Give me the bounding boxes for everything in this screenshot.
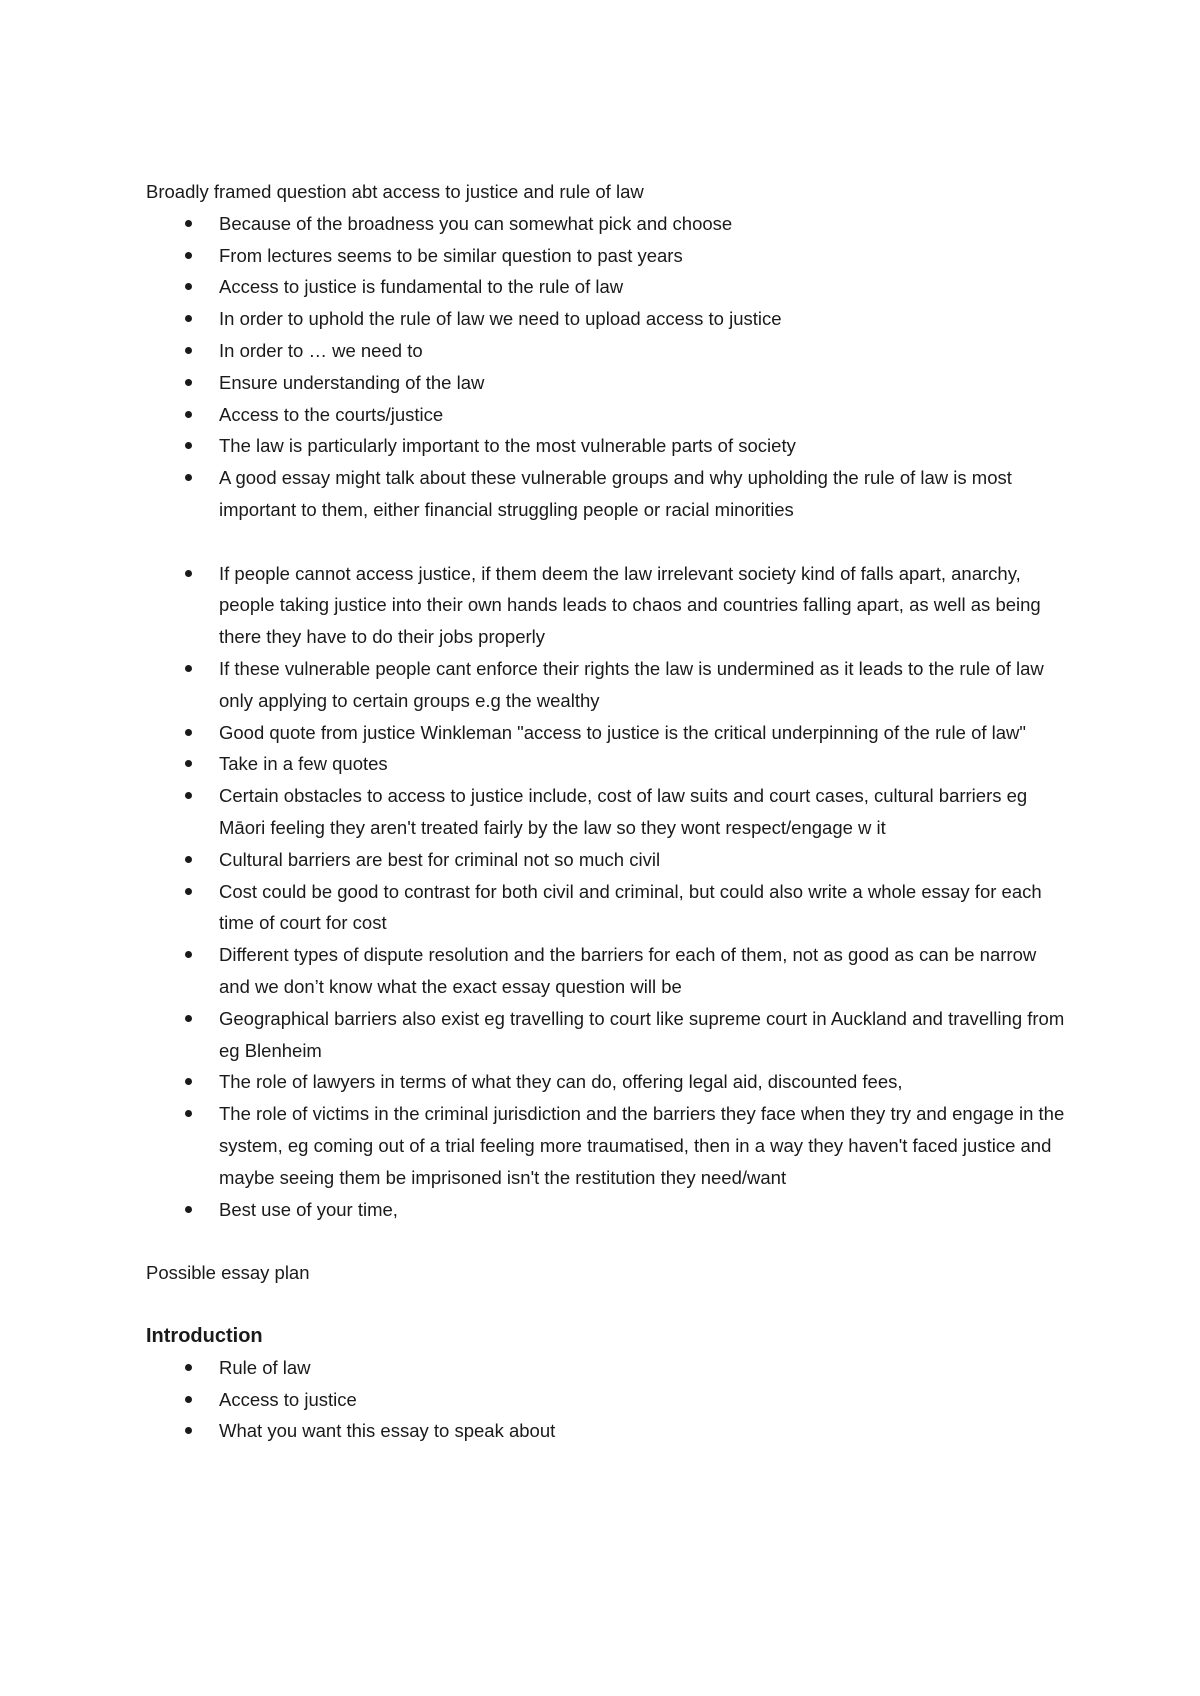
bullet-list-group-2 xyxy=(146,558,1066,1226)
list-item: Best use of your time, xyxy=(146,1194,1066,1226)
list-item: The law is particularly important to the most vulnerable parts of society xyxy=(146,430,1066,462)
list-item: Different types of dispute resolution and the barriers for each of them, not as good as can be narrow and we don’t know what the exact essay question will be xyxy=(146,939,1066,1003)
list-item: What you want this essay to speak about xyxy=(146,1415,1066,1447)
list-item: Cultural barriers are best for criminal not so much civil xyxy=(146,844,1066,876)
introduction-heading: Introduction xyxy=(146,1324,263,1347)
list-item: From lectures seems to be similar question to past years xyxy=(146,240,1066,272)
list-item: Certain obstacles to access to justice include, cost of law suits and court cases, cultural barriers eg Māori feeling they aren't treated fairly by the law so they wont respect/engage w it xyxy=(146,780,1066,844)
list-item: Rule of law xyxy=(146,1352,1066,1384)
list-item: Access to the courts/justice xyxy=(146,399,1066,431)
document-body xyxy=(146,176,1066,1447)
list-item: A good essay might talk about these vulnerable groups and why upholding the rule of law is most important to them, either financial struggling people or racial minorities xyxy=(146,462,1066,526)
list-item: Access to justice is fundamental to the rule of law xyxy=(146,271,1066,303)
list-item: Good quote from justice Winkleman "access to justice is the critical underpinning of the rule of law" xyxy=(146,717,1066,749)
list-item: Ensure understanding of the law xyxy=(146,367,1066,399)
list-item: If these vulnerable people cant enforce their rights the law is undermined as it leads to the rule of law only applying to certain groups e.g the wealthy xyxy=(146,653,1066,717)
plan-line: Possible essay plan xyxy=(146,1262,310,1284)
intro-line: Broadly framed question abt access to justice and rule of law xyxy=(146,181,644,202)
list-item: The role of lawyers in terms of what they can do, offering legal aid, discounted fees, xyxy=(146,1066,1066,1098)
list-item: Because of the broadness you can somewhat pick and choose xyxy=(146,208,1066,240)
list-item: The role of victims in the criminal jurisdiction and the barriers they face when they try and engage in the system, eg coming out of a trial feeling more traumatised, then in a way they haven't faced justice and maybe seeing them be imprisoned isn't the restitution they need/want xyxy=(146,1098,1066,1193)
list-item: Cost could be good to contrast for both civil and criminal, but could also write a whole essay for each time of court for cost xyxy=(146,876,1066,940)
list-item: If people cannot access justice, if them deem the law irrelevant society kind of falls apart, anarchy, people taking justice into their own hands leads to chaos and countries falling apart, as well as being there they have to do their jobs properly xyxy=(146,558,1066,653)
introduction-bullet-list xyxy=(146,1352,1066,1447)
list-item: Access to justice xyxy=(146,1384,1066,1416)
list-item: Geographical barriers also exist eg travelling to court like supreme court in Auckland and travelling from eg Blenheim xyxy=(146,1003,1066,1067)
list-item: In order to … we need to xyxy=(146,335,1066,367)
list-item: Take in a few quotes xyxy=(146,748,1066,780)
bullet-list-group-1 xyxy=(146,208,1066,526)
list-item: In order to uphold the rule of law we need to upload access to justice xyxy=(146,303,1066,335)
